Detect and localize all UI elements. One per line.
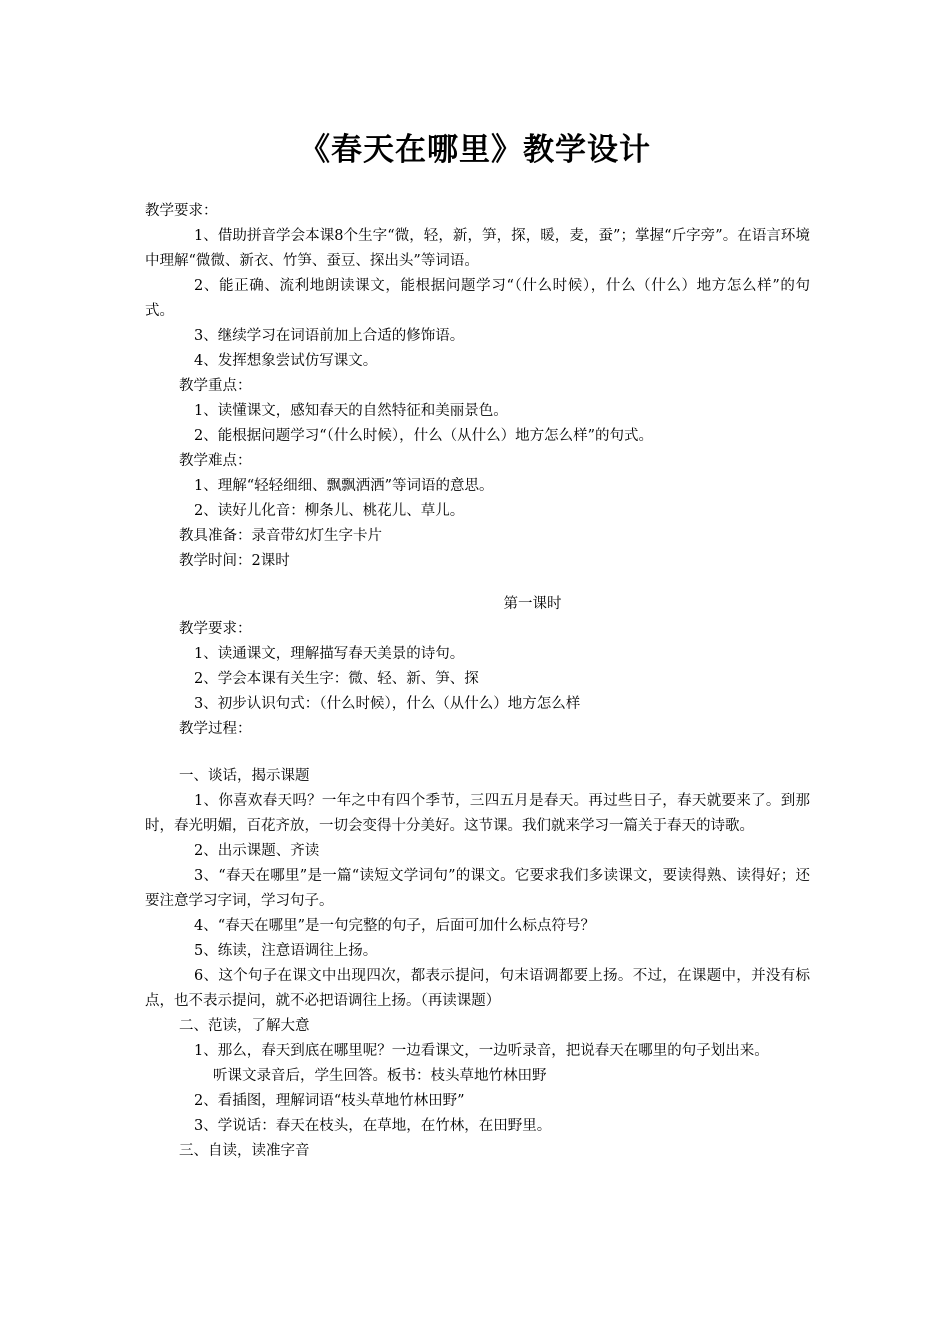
requirement-item: 1、借助拼音学会本课8个生字“微，轻，新，笋，探，暖，麦，蚕”；掌握“斤字旁”。在语言环境中理解“微微、新衣、竹笋、蚕豆、探出头”等词语。 [145, 228, 810, 269]
requirement-item: 2、能正确、流利地朗读课文，能根据问题学习“（什么时候），什么（什么）地方怎么样”的句式。 [145, 278, 810, 319]
lesson-requirement-item: 3、初步认识句式：（什么时候），什么（从什么）地方怎么样 [194, 696, 581, 712]
focus-item: 2、能根据问题学习“（什么时候），什么（从什么）地方怎么样”的句式。 [194, 428, 654, 444]
lesson-requirement-item: 2、学会本课有关生字：微、轻、新、笋、探 [194, 671, 479, 687]
focus-item: 1、读懂课文，感知春天的自然特征和美丽景色。 [194, 403, 508, 419]
teaching-process-heading: 教学过程： [179, 721, 252, 737]
requirement-item: 4、发挥想象尝试仿写课文。 [194, 353, 378, 369]
section-heading: 一、谈话，揭示课题 [179, 768, 310, 784]
section-note: 听课文录音后，学生回答。板书：枝头草地竹林田野 [213, 1068, 547, 1084]
spacer [145, 574, 810, 592]
teaching-difficulty-heading: 教学难点： [179, 453, 252, 469]
section-heading: 三、自读，读准字音 [179, 1143, 310, 1159]
difficulty-item: 1、理解“轻轻细细、飘飘洒洒”等词语的意思。 [194, 478, 494, 494]
requirement-item: 3、继续学习在词语前加上合适的修饰语。 [194, 328, 465, 344]
lesson-heading: 第一课时 [503, 596, 562, 612]
section-paragraph: 1、你喜欢春天吗？一年之中有四个季节，三四五月是春天。再过些日子，春天就要来了。到那时，春光明媚，百花齐放，一切会变得十分美好。这节课。我们就来学习一篇关于春天的诗歌。 [145, 793, 810, 834]
section-paragraph: 3、学说话：春天在枝头，在草地，在竹林，在田野里。 [194, 1118, 552, 1134]
section-paragraph: 1、那么，春天到底在哪里呢？一边看课文，一边听录音，把说春天在哪里的句子划出来。 [194, 1043, 769, 1059]
document-body [145, 199, 810, 1164]
teaching-tools: 教具准备：录音带幻灯生字卡片 [179, 528, 382, 544]
teaching-time: 教学时间：2课时 [179, 553, 290, 569]
section-paragraph: 5、练读，注意语调往上扬。 [194, 943, 378, 959]
lesson-requirement-item: 1、读通课文，理解描写春天美景的诗句。 [194, 646, 465, 662]
teaching-requirements-heading: 教学要求： [145, 203, 218, 219]
document-title: 《春天在哪里》教学设计 [299, 132, 651, 168]
difficulty-item: 2、读好儿化音：柳条儿、桃花儿、草儿。 [194, 503, 465, 519]
section-heading: 二、范读，了解大意 [179, 1018, 310, 1034]
spacer [145, 742, 810, 764]
teaching-focus-heading: 教学重点： [179, 378, 252, 394]
section-paragraph: 6、这个句子在课文中出现四次，都表示提问，句末语调都要上扬。不过，在课题中，并没有标点，也不表示提问，就不必把语调往上扬。（再读课题） [145, 968, 810, 1009]
lesson-requirements-heading: 教学要求： [179, 621, 252, 637]
section-paragraph: 2、看插图，理解词语“枝头草地竹林田野” [194, 1093, 465, 1109]
section-paragraph: 4、“春天在哪里”是一句完整的句子，后面可加什么标点符号？ [194, 918, 596, 934]
section-paragraph: 3、“春天在哪里”是一篇“读短文学词句”的课文。它要求我们多读课文，要读得熟、读得好；还要注意学习字词，学习句子。 [145, 868, 810, 909]
section-paragraph: 2、出示课题、齐读 [194, 843, 320, 859]
